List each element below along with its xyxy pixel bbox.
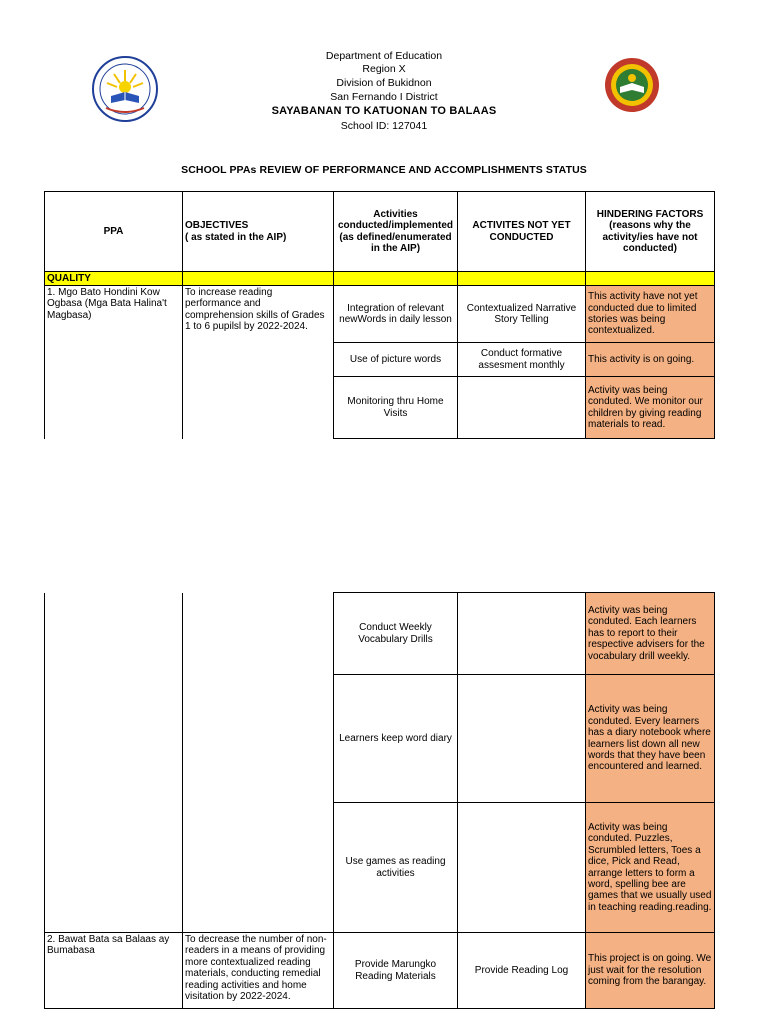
activity-cell: Integration of relevant newWords in daily lesson xyxy=(334,286,458,343)
ppa-name: 1. Mgo Bato Hondini Kow Ogbasa (Mga Bata Halina't Magbasa) xyxy=(45,286,183,439)
not-conducted-cell xyxy=(458,377,586,439)
activity-cell: Use games as reading activities xyxy=(334,803,458,933)
hindering-cell: Activity was being conduted. Every learners has a diary notebook where learners list down all new words that they have been encountered and learned. xyxy=(586,675,715,803)
column-header-ppa: PPA xyxy=(45,192,183,272)
hindering-cell: Activity was being conduted. Each learners has to report to their respective advisers for the vocabulary drill weekly. xyxy=(586,593,715,675)
ppa-objective: To decrease the number of non-readers in a means of providing more contextualized reading materials, conducting remedial reading activities and home visitation by 2022-2024. xyxy=(183,933,334,1009)
table-row xyxy=(45,286,715,343)
not-conducted-cell: Provide Reading Log xyxy=(458,933,586,1009)
table-row xyxy=(45,593,715,675)
hindering-cell: This activity is on going. xyxy=(586,343,715,377)
activity-cell: Learners keep word diary xyxy=(334,675,458,803)
header-school-name: SAYABANAN TO KATUONAN TO BALAAS xyxy=(271,105,497,117)
hindering-cell: This project is on going. We just wait for the resolution coming from the barangay. xyxy=(586,933,715,1009)
ppa-review-table-continued xyxy=(44,592,715,1009)
activity-cell: Provide Marungko Reading Materials xyxy=(334,933,458,1009)
ppa-objective-continued xyxy=(183,593,334,933)
hindering-cell: This activity have not yet conducted due to limited stories was being contextualized. xyxy=(586,286,715,343)
column-header-not-conducted: ACTIVITES NOT YET CONDUCTED xyxy=(458,192,586,272)
header-region: Region X xyxy=(362,63,406,75)
not-conducted-cell: Conduct formative assesment monthly xyxy=(458,343,586,377)
not-conducted-cell xyxy=(458,593,586,675)
header-department: Department of Education xyxy=(325,50,443,62)
ppa-name-continued xyxy=(45,593,183,933)
ppa-objective: To increase reading performance and comprehension skills of Grades 1 to 6 pupilsl by 2022-2024. xyxy=(183,286,334,439)
activity-cell: Use of picture words xyxy=(334,343,458,377)
column-header-objectives: OBJECTIVES ( as stated in the AIP) xyxy=(183,192,334,272)
hindering-cell: Activity was being conduted. We monitor our children by giving reading materials to read. xyxy=(586,377,715,439)
section-row-quality xyxy=(45,272,715,286)
table-header-row xyxy=(45,192,715,272)
not-conducted-cell xyxy=(458,803,586,933)
ppa-review-table xyxy=(44,191,715,439)
column-header-hindering: HINDERING FACTORS (reasons why the activity/ies have not conducted) xyxy=(586,192,715,272)
activity-cell: Conduct Weekly Vocabulary Drills xyxy=(334,593,458,675)
not-conducted-cell xyxy=(458,675,586,803)
document-title: SCHOOL PPAs REVIEW OF PERFORMANCE AND ACCOMPLISHMENTS STATUS xyxy=(181,164,587,176)
ppa-name: 2. Bawat Bata sa Balaas ay Bumabasa xyxy=(45,933,183,1009)
header-school-id: School ID: 127041 xyxy=(340,120,428,132)
activity-cell: Monitoring thru Home Visits xyxy=(334,377,458,439)
not-conducted-cell: Contextualized Narrative Story Telling xyxy=(458,286,586,343)
section-label: QUALITY xyxy=(45,272,183,286)
hindering-cell: Activity was being conduted. Puzzles, Scrumbled letters, Toes a dice, Pick and Read, arrange letters to form a word, spelling bee are games that we usually used in teaching reading.reading. xyxy=(586,803,715,933)
header-division: Division of Bukidnon xyxy=(336,77,432,89)
header-district: San Fernando I District xyxy=(330,91,438,103)
column-header-activities: Activities conducted/implemented (as defined/enumerated in the AIP) xyxy=(334,192,458,272)
table-row xyxy=(45,933,715,1009)
